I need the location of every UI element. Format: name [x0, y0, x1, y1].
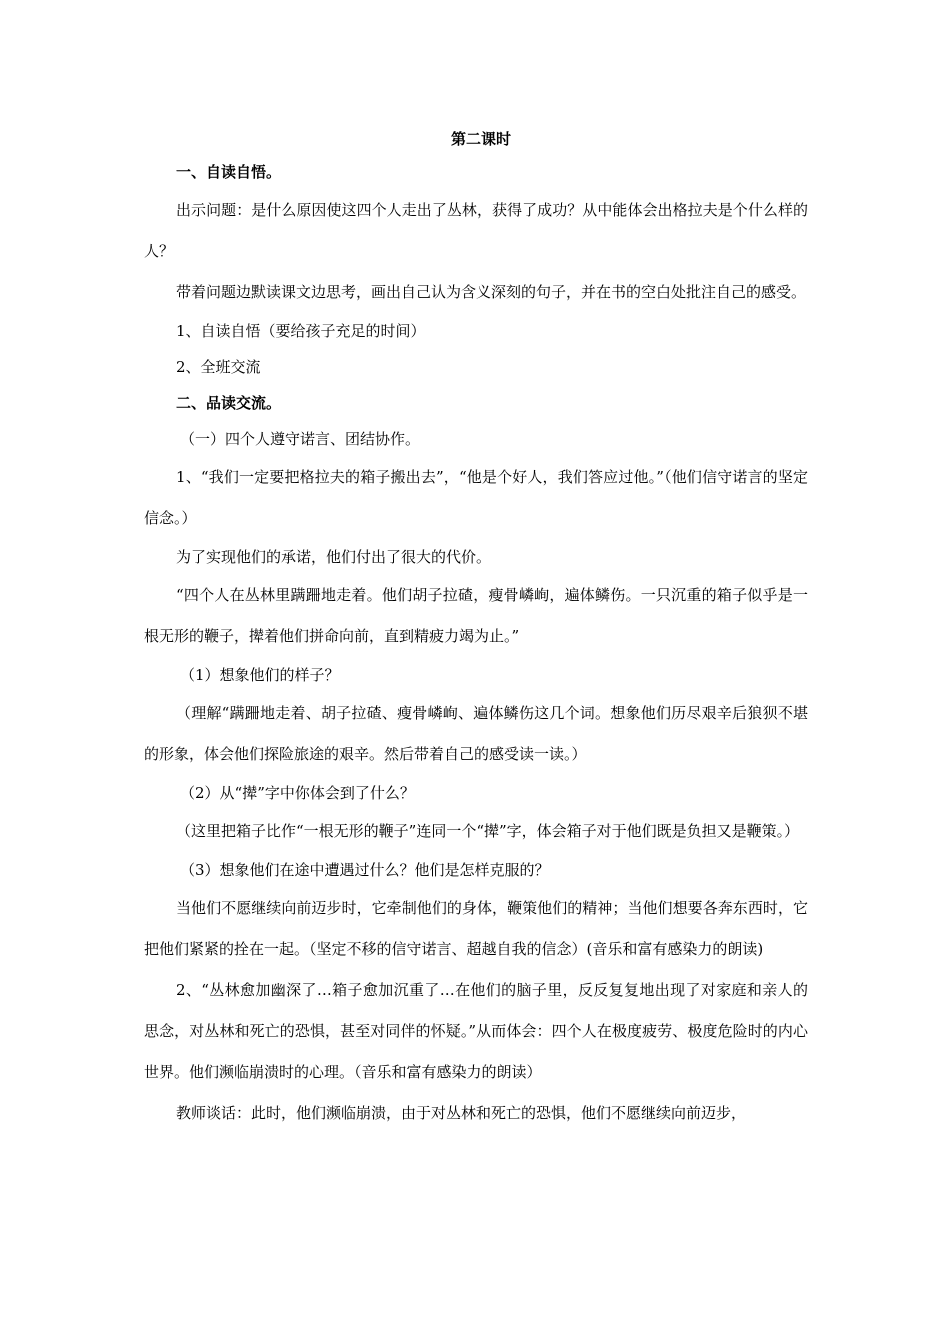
- document-body: [144, 124, 808, 1134]
- quote-paragraph-2: “四个人在丛林里蹒跚地走着。他们胡子拉碴，瘦骨嶙峋，遍体鳞伤。一只沉重的箱子似乎是一根无形的鞭子，撵着他们拼命向前，直到精疲力竭为止。”: [144, 586, 808, 645]
- section-heading-discussion: 二、品读交流。: [176, 394, 282, 412]
- quote-paragraph-3: 2、“丛林愈加幽深了…箱子愈加沉重了…在他们的脑子里，反反复复地出现了对家庭和亲人的思念，对丛林和死亡的恐惧，甚至对同伴的怀疑。”从而体会：四个人在极度疲劳、极度危险时的内心世界。他们濒临崩溃时的心理。（音乐和富有感染力的朗读）: [144, 981, 808, 1081]
- lesson-title: 第二课时: [450, 130, 511, 148]
- question-3: （3）想象他们在途中遭遇过什么？他们是怎样克服的？: [180, 861, 550, 879]
- question-2: （2）从“撵”字中你体会到了什么？: [180, 784, 415, 802]
- step-self-reading: 1、自读自悟（要给孩子充足的时间）: [176, 322, 426, 340]
- question-1: （1）想象他们的样子？: [180, 666, 340, 684]
- question-paragraph: 出示问题：是什么原因使这四个人走出了丛林，获得了成功？从中能体会出格拉夫是个什么样的人？: [144, 201, 808, 260]
- answer-2: （这里把箱子比作“一根无形的鞭子”连同一个“撵”字，体会箱子对于他们既是负担又是鞭策。）: [176, 822, 800, 840]
- teacher-talk-paragraph: 教师谈话：此时，他们濒临崩溃，由于对丛林和死亡的恐惧，他们不愿继续向前迈步，: [176, 1104, 747, 1122]
- price-paragraph: 为了实现他们的承诺，他们付出了很大的代价。: [176, 548, 492, 566]
- answer-1: （理解“蹒跚地走着、胡子拉碴、瘦骨嶙峋、遍体鳞伤这几个词。想象他们历尽艰辛后狼狈不堪的形象，体会他们探险旅途的艰辛。然后带着自己的感受读一读。）: [144, 704, 808, 763]
- answer-3: 当他们不愿继续向前迈步时，它牵制他们的身体，鞭策他们的精神；当他们想要各奔东西时，它把他们紧紧的拴在一起。（坚定不移的信守诺言、超越自我的信念）(音乐和富有感染力的朗读): [144, 899, 808, 958]
- instruction-paragraph: 带着问题边默读课文边思考，画出自己认为含义深刻的句子，并在书的空白处批注自己的感受。: [176, 283, 807, 301]
- quote-paragraph-1: 1、“我们一定要把格拉夫的箱子搬出去”，“他是个好人，我们答应过他。”（他们信守诺言的坚定信念。）: [144, 468, 808, 527]
- section-heading-self-reading: 一、自读自悟。: [176, 163, 282, 181]
- step-class-discussion: 2、全班交流: [176, 358, 261, 376]
- part-title-promise: （一）四个人遵守诺言、团结协作。: [180, 430, 421, 448]
